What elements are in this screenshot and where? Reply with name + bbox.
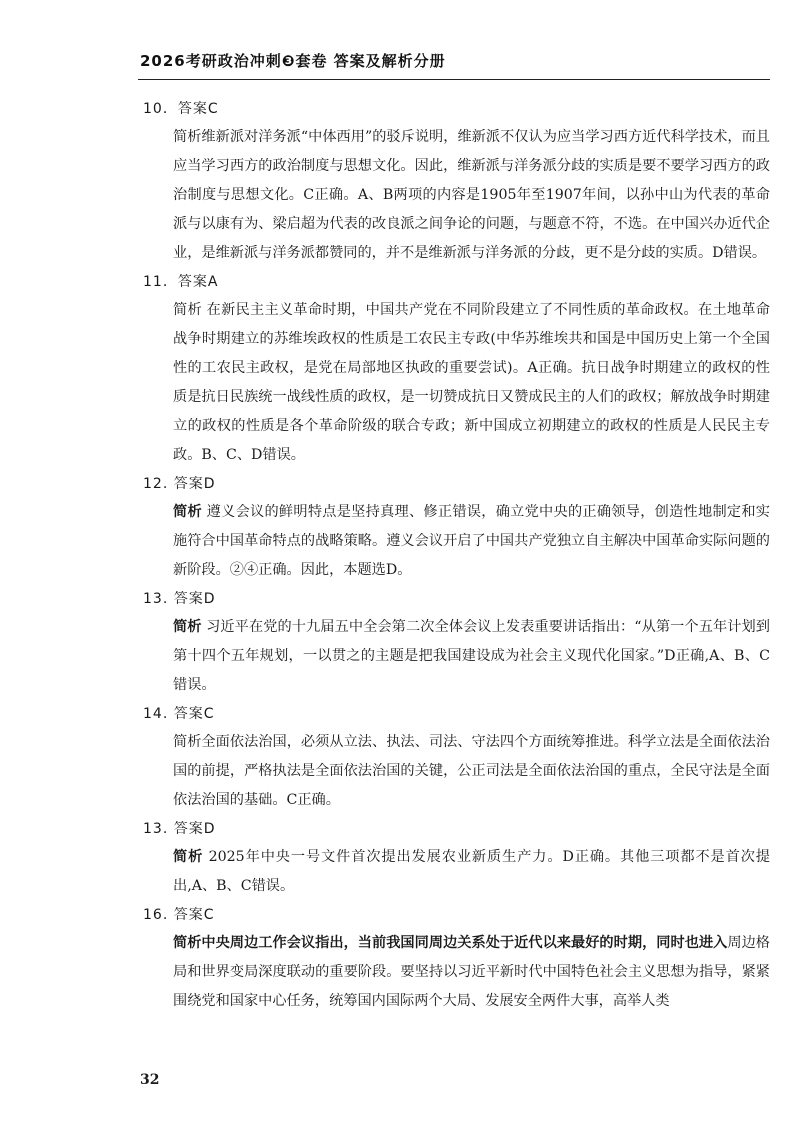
answer-label: 11．答案A	[143, 274, 219, 290]
question-15	[140, 819, 770, 901]
answer-label: 13. 答案D	[143, 821, 216, 837]
explanation-text: 2025年中央一号文件首次提出发展农业新质生产力。D正确。其他三项都不是首次提出,A、B、C错误。	[173, 849, 770, 894]
answer-label: 14. 答案C	[143, 706, 215, 722]
explanation-lead: 简析中央周边工作会议指出，当前我国同周边关系处于近代以来最好的时期，同时也进入	[173, 935, 728, 951]
page-number: 32	[140, 1072, 160, 1088]
question-13	[140, 589, 770, 700]
explanation	[140, 929, 770, 1016]
explanation-text: 周边格局和世界变局深度联动的重要阶段。要坚持以习近平新时代中国特色社会主义思想为指导，紧紧围绕党和国家中心任务，统筹国内国际两个大局、发展安全两件大事，高举人类	[173, 935, 770, 1009]
explanation	[140, 296, 770, 470]
answer-label: 12. 答案D	[143, 476, 216, 492]
explanation	[140, 613, 770, 700]
explanation	[140, 728, 770, 815]
explanation	[140, 123, 770, 268]
answer-label: 16. 答案C	[143, 907, 215, 923]
explanation-text: 遵义会议的鲜明特点是坚持真理、修正错误，确立党中央的正确领导，创造性地制定和实施符合中国革命特点的战略策略。遵义会议开启了中国共产党独立自主解决中国革命实际问题的新阶段。②④正确。因此，本题选D。	[173, 504, 770, 578]
question-10	[140, 99, 770, 268]
page-header: 2026考研政治冲刺❸套卷 答案及解析分册	[140, 52, 446, 70]
question-16	[140, 905, 770, 1016]
explanation-lead: 简析	[173, 504, 202, 520]
explanation-lead: 简析	[173, 619, 202, 635]
answer-list	[140, 95, 770, 1020]
answer-label: 10．答案C	[143, 101, 219, 117]
explanation	[140, 498, 770, 585]
explanation-text: 习近平在党的十九届五中全会第二次全体会议上发表重要讲话指出：“从第一个五年计划到第十四个五年规划，一以贯之的主题是把我国建设成为社会主义现代化国家。”D正确,A、B、C错误。	[173, 619, 770, 693]
question-12	[140, 474, 770, 585]
explanation-text: 简析 在新民主主义革命时期，中国共产党在不同阶段建立了不同性质的革命政权。在土地革命战争时期建立的苏维埃政权的性质是工农民主专政(中华苏维埃共和国是中国历史上第一个全国性的工农民主政权，是党在局部地区执政的重要尝试)。A正确。抗日战争时期建立的政权的性质是抗日民族统一战线性质的政权，是一切赞成抗日又赞成民主的人们的政权；解放战争时期建立的政权的性质是各个革命阶级的联合专政；新中国成立初期建立的政权的性质是人民民主专政。B、C、D错误。	[173, 302, 770, 463]
explanation-text: 简析维新派对洋务派“中体西用”的驳斥说明，维新派不仅认为应当学习西方近代科学技术，而且应当学习西方的政治制度与思想文化。因此，维新派与洋务派分歧的实质是要不要学习西方的政治制度与思想文化。C正确。A、B两项的内容是1905年至1907年间，以孙中山为代表的革命派与以康有为、梁启超为代表的改良派之间争论的问题，与题意不符，不选。在中国兴办近代企业，是维新派与洋务派都赞同的，并不是维新派与洋务派的分歧，更不是分歧的实质。D错误。	[173, 129, 770, 261]
answer-label: 13. 答案D	[143, 591, 216, 607]
explanation-text: 简析全面依法治国，必须从立法、执法、司法、守法四个方面统筹推进。科学立法是全面依法治国的前提，严格执法是全面依法治国的关键，公正司法是全面依法治国的重点，全民守法是全面依法治国的基础。C正确。	[173, 734, 770, 808]
explanation-lead: 简析	[173, 849, 204, 865]
question-14	[140, 704, 770, 815]
header-divider	[138, 79, 770, 80]
question-11	[140, 272, 770, 470]
explanation	[140, 843, 770, 901]
